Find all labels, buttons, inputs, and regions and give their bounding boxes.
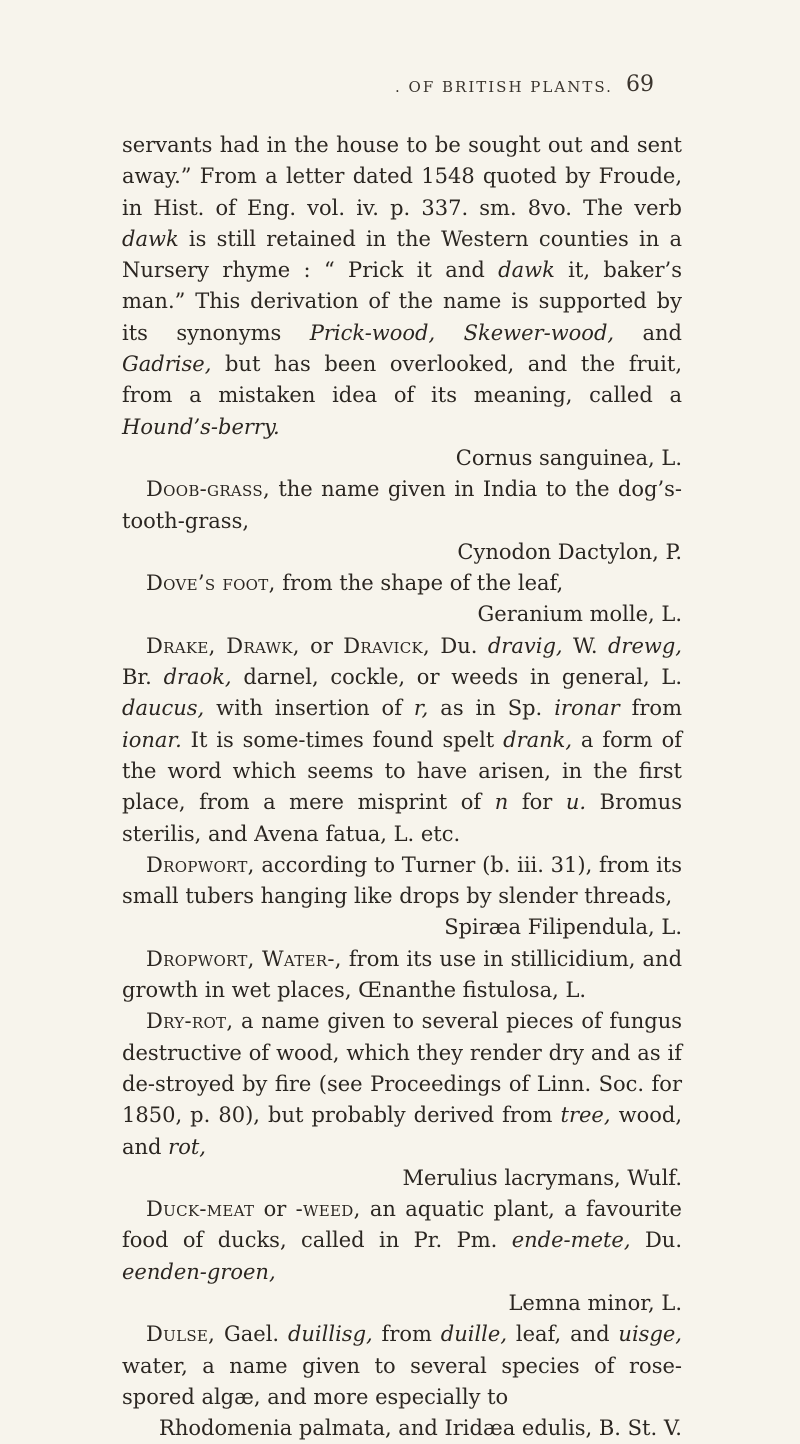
glossary-entry (122, 850, 682, 944)
text-run: the name given in India to the dog’s-tooth-grass, (122, 477, 682, 533)
italic-term: r, (413, 696, 429, 721)
entry-headword: Dove’s foot, (146, 571, 276, 596)
text-run: it, baker’s man.” This derivation of the name is supported by its synonyms (122, 258, 682, 345)
italic-term: eenden-groen, (122, 1259, 276, 1284)
text-run: servants had in the house to be sought out and sent away.” From a letter dated 1548 quoted by Froude, in Hist. of Eng. vol. iv. p. 337. sm. 8vo. The verb (122, 133, 682, 220)
italic-term: dravig, (487, 633, 563, 658)
text-run: is still retained in the Western counties in a Nursery rhyme : “ Prick it and (122, 226, 682, 283)
entry-headword: Drake, Drawk, (146, 633, 300, 658)
italic-term: drewg, (607, 633, 682, 658)
italic-term: tree, (560, 1103, 611, 1128)
entry-headword: -weed, (295, 1197, 361, 1222)
text-run: It is some-times found spelt (181, 727, 504, 752)
text-run: an aquatic plant, a favourite food of ducks, called in Pr. Pm. (122, 1197, 682, 1253)
text-run: from (619, 696, 682, 721)
glossary-entry (122, 1319, 682, 1444)
text-run: Bromus sterilis, and Avena fatua, L. etc. (122, 790, 682, 846)
italic-term: ironar (554, 696, 620, 721)
text-run: Br. (122, 665, 164, 690)
text-run: from (372, 1322, 441, 1347)
text-run: or (299, 633, 344, 658)
entry-headword: Dry-rot, (146, 1009, 234, 1034)
entry-headword: Dropwort, (146, 852, 255, 877)
botanical-name: Rhodomenia palmata, and Iridæa edulis, B. St. V. (159, 1416, 682, 1441)
text-run: water, a name given to several species of rose-spored algæ, and more especially to (122, 1353, 682, 1409)
glossary-entry (122, 474, 682, 568)
entry-headword: Dravick, (343, 633, 430, 658)
botanical-name: Cynodon Dactylon, P. (457, 539, 682, 564)
text-run: Gael. (215, 1322, 288, 1347)
text-run: as in Sp. (428, 696, 555, 721)
text-run: but has been overlooked, and the fruit, from a mistaken idea of its meaning, called a (122, 352, 682, 408)
glossary-entry (122, 631, 682, 850)
italic-term: daucus, (122, 696, 205, 721)
botanical-name: Spiræa Filipendula, L. (444, 915, 682, 940)
entry-headword: Doob-grass, (146, 477, 270, 502)
italic-term: draok, (163, 665, 232, 690)
italic-term: Gadrise, (122, 352, 212, 377)
page-number: 69 (626, 72, 654, 97)
italic-term: uisge, (618, 1322, 682, 1347)
text-run: and (614, 320, 683, 345)
italic-term: rot, (168, 1134, 206, 1159)
italic-term: duille, (440, 1322, 508, 1347)
glossary-entry (122, 944, 682, 1007)
text-run: Du. (430, 633, 488, 658)
italic-term: duillisg, (287, 1322, 373, 1347)
body-text (122, 130, 682, 1444)
botanical-name: Lemna minor, L. (508, 1290, 682, 1315)
entry-headword: Dropwort, Water-, (146, 946, 342, 971)
italic-term: Prick-wood, Skewer-wood, (309, 320, 615, 345)
text-run: or (254, 1197, 296, 1222)
glossary-entry (122, 1006, 682, 1194)
text-run: according to Turner (b. iii. 31), from its small tubers hanging like drops by slender threads, (122, 852, 682, 909)
italic-term: ende-mete, (511, 1228, 631, 1253)
continued-paragraph (122, 130, 682, 474)
italic-term: dawk (122, 226, 179, 251)
text-run: W. (562, 633, 608, 658)
running-title: . OF BRITISH PLANTS. (395, 78, 613, 96)
italic-term: u. (565, 790, 587, 815)
glossary-entry (122, 568, 682, 631)
entry-headword: Duck-meat (146, 1197, 255, 1222)
text-run: wood, and (122, 1103, 682, 1159)
text-run: a form of the word which seems to have arisen, in the first place, from a mere misprint of (122, 727, 682, 815)
italic-term: drank, (503, 727, 573, 752)
italic-term: Hound’s-berry. (122, 414, 280, 439)
text-run: darnel, cockle, or weeds in general, L. (231, 665, 683, 690)
text-run: from the shape of the leaf, (275, 571, 564, 596)
text-run: with insertion of (204, 696, 414, 721)
glossary-entry (122, 1194, 682, 1319)
text-run: leaf, and (507, 1322, 619, 1347)
botanical-name: Geranium molle, L. (477, 602, 682, 627)
botanical-name: Merulius lacrymans, Wulf. (402, 1165, 682, 1190)
text-run: Du. (630, 1228, 682, 1253)
italic-term: ionar. (122, 727, 182, 752)
text-run: a name given to several pieces of fungus destructive of wood, which they render dry and as if de-stroyed by fire (see Proceedings of Linn. Soc. for 1850, p. 80), but probably derived from (122, 1009, 682, 1128)
italic-term: dawk (498, 258, 555, 283)
text-run: from its use in stillicidium, and growth in wet places, Œnanthe fistulosa, L. (122, 946, 683, 1003)
botanical-name: Cornus sanguinea, L. (455, 445, 682, 470)
text-run: for (508, 790, 566, 815)
italic-term: n (494, 790, 509, 815)
entry-headword: Dulse, (146, 1322, 216, 1347)
